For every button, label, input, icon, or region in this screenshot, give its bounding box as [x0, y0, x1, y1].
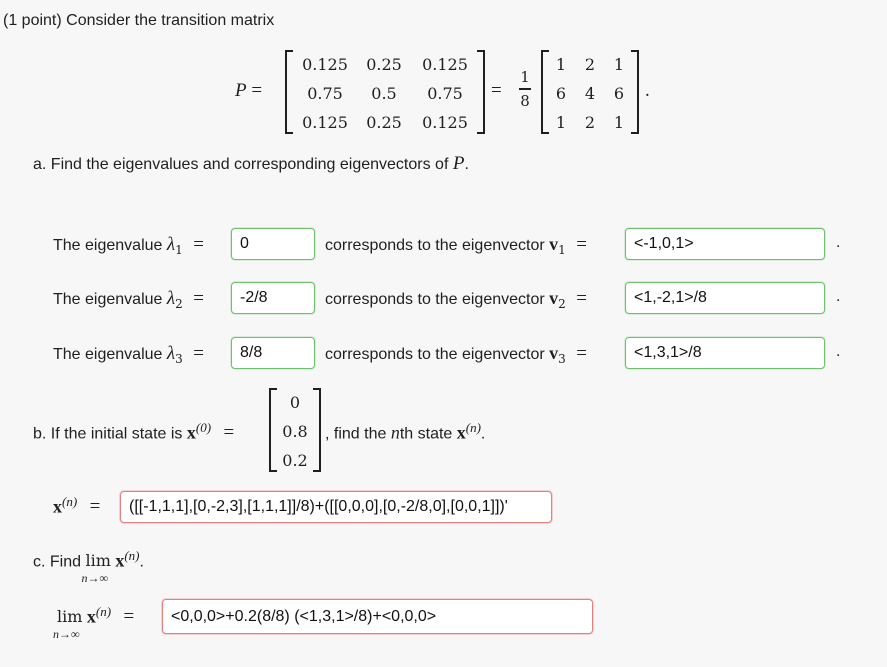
nth-state-answer-field[interactable]: ([[-1,1,1],[0,-2,3],[1,1,1]]/8)+([[0,0,0],[0,-2/8,0],[0,0,1]])': [120, 491, 552, 523]
part-b-text-2: , find the: [325, 425, 391, 443]
x-variable-3: x: [53, 496, 62, 517]
matrix-cell: 0.5: [371, 84, 397, 103]
vector-cell: 0: [289, 393, 301, 412]
equals-sign: =: [576, 288, 587, 309]
vector-cell: 0.2: [282, 451, 308, 470]
v-symbol: v: [549, 234, 559, 254]
part-c-prompt: [33, 548, 144, 586]
eigenvalue-input-1[interactable]: 0: [231, 228, 315, 260]
equals-sign: =: [193, 343, 204, 364]
x-superscript-n-3: (n): [124, 548, 140, 563]
row-period: .: [836, 234, 841, 251]
eigenvector-text: corresponds to the eigenvector: [325, 291, 550, 308]
v-symbol: v: [549, 343, 559, 363]
part-b-prompt-end: [325, 420, 485, 443]
part-a-text: a. Find the eigenvalues and corresponding eigenvectors of: [33, 156, 453, 173]
eigenvector-input-2[interactable]: <1,-2,1>/8: [625, 282, 825, 314]
matrix-cell: 2: [584, 113, 596, 132]
matrix-cell: 0.25: [366, 55, 402, 74]
lambda-symbol: λ: [166, 288, 176, 309]
xn-label: [53, 494, 100, 518]
matrix-cell: 1: [613, 113, 625, 132]
eigenvalue-input-2[interactable]: -2/8: [231, 282, 315, 314]
eigenvalue-label: [53, 288, 204, 311]
part-b-end: .: [480, 425, 486, 443]
x-superscript-n-4: (n): [95, 604, 112, 619]
eigenvector-label: [325, 288, 587, 311]
matrix-cell: 2: [584, 55, 596, 74]
part-b-text: b. If the initial state is: [33, 425, 187, 443]
eigenvector-text: corresponds to the eigenvector: [325, 346, 550, 363]
equals-sign: =: [223, 422, 235, 444]
equals-sign: =: [193, 234, 204, 255]
equals-sign: =: [193, 288, 204, 309]
equals-sign: =: [123, 606, 135, 628]
v-subscript: 1: [558, 243, 566, 258]
matrix-cell: 1: [555, 55, 567, 74]
equals-sign: =: [576, 234, 587, 255]
matrix-cell: 1: [613, 55, 625, 74]
matrix-cell: 0.125: [302, 55, 348, 74]
equals-sign-2: =: [491, 80, 502, 101]
matrix-cell: 1: [555, 113, 567, 132]
eigenvalue-label: [53, 343, 204, 366]
part-a-prompt: [33, 153, 469, 175]
part-a-var: P: [452, 153, 465, 174]
matrix-equation: [235, 80, 262, 102]
equals-sign: =: [251, 80, 263, 101]
lambda-subscript: 3: [175, 352, 183, 367]
x-superscript-0: (0): [195, 420, 212, 435]
limit-operator: [81, 551, 111, 586]
initial-state-vector: [269, 388, 321, 472]
x-variable-5: x: [86, 606, 96, 627]
equals-sign: =: [89, 496, 101, 518]
eigenvector-input-3[interactable]: <1,3,1>/8: [625, 337, 825, 369]
eigenvalue-text: The eigenvalue: [53, 346, 167, 363]
part-c-text: c. Find: [33, 553, 86, 571]
matrix-cell: 0.75: [427, 84, 463, 103]
matrix-cell: 6: [613, 84, 625, 103]
vector-cell: 0.8: [282, 422, 308, 441]
lambda-symbol: λ: [166, 234, 176, 255]
row-period: .: [836, 343, 841, 360]
x-superscript-n: (n): [465, 420, 481, 435]
lambda-symbol: λ: [166, 343, 176, 364]
eigenvector-input-1[interactable]: <-1,0,1>: [625, 228, 825, 260]
part-b-text-3: th state: [399, 425, 457, 443]
eigenvalue-input-3[interactable]: 8/8: [231, 337, 315, 369]
x-superscript-n-2: (n): [62, 494, 78, 509]
matrix-cell: 0.25: [366, 113, 402, 132]
part-b-prompt: [33, 420, 234, 444]
matrix-cell: 0.125: [422, 55, 468, 74]
lambda-subscript: 1: [175, 243, 183, 258]
matrix-a: [285, 50, 485, 134]
eigenvector-label: [325, 343, 587, 366]
matrix-cell: 0.125: [422, 113, 468, 132]
problem-header: (1 point) Consider the transition matrix: [3, 12, 275, 29]
lambda-subscript: 2: [175, 297, 183, 312]
lim-text: lim: [85, 551, 111, 571]
matrix-cell: 4: [584, 84, 596, 103]
x-variable-4: x: [115, 550, 125, 571]
v-symbol: v: [549, 288, 559, 308]
v-subscript: 3: [558, 352, 566, 367]
matrix-cell: 0.125: [302, 113, 348, 132]
fraction-denominator: 8: [520, 91, 530, 110]
matrix-cell: 0.75: [307, 84, 343, 103]
lim-subscript: n→∞: [81, 571, 109, 586]
v-subscript: 2: [558, 297, 566, 312]
part-a-end: .: [464, 156, 469, 173]
period: .: [645, 80, 650, 101]
x-variable-2: x: [456, 422, 466, 443]
limit-label: [53, 604, 135, 642]
eigenvalue-label: [53, 234, 204, 257]
p-variable: P: [235, 80, 247, 101]
limit-answer-field[interactable]: <0,0,0>+0.2(8/8) (<1,3,1>/8)+<0,0,0>: [162, 599, 593, 634]
part-c-end: .: [139, 553, 144, 571]
x-variable: x: [186, 422, 196, 443]
matrix-cell: 6: [555, 84, 567, 103]
n-variable: n: [390, 422, 400, 443]
lim-subscript-2: n→∞: [53, 627, 80, 642]
row-period: .: [836, 288, 841, 305]
eigenvector-text: corresponds to the eigenvector: [325, 237, 550, 254]
eigenvalue-text: The eigenvalue: [53, 237, 167, 254]
equals-sign: =: [576, 343, 587, 364]
fraction-one-eighth: [519, 68, 531, 110]
eigenvector-label: [325, 234, 587, 257]
lim-text-2: lim: [57, 607, 83, 627]
matrix-b: [541, 50, 639, 134]
fraction-numerator: 1: [520, 68, 530, 86]
eigenvalue-text: The eigenvalue: [53, 291, 167, 308]
limit-operator-2: [53, 607, 83, 642]
